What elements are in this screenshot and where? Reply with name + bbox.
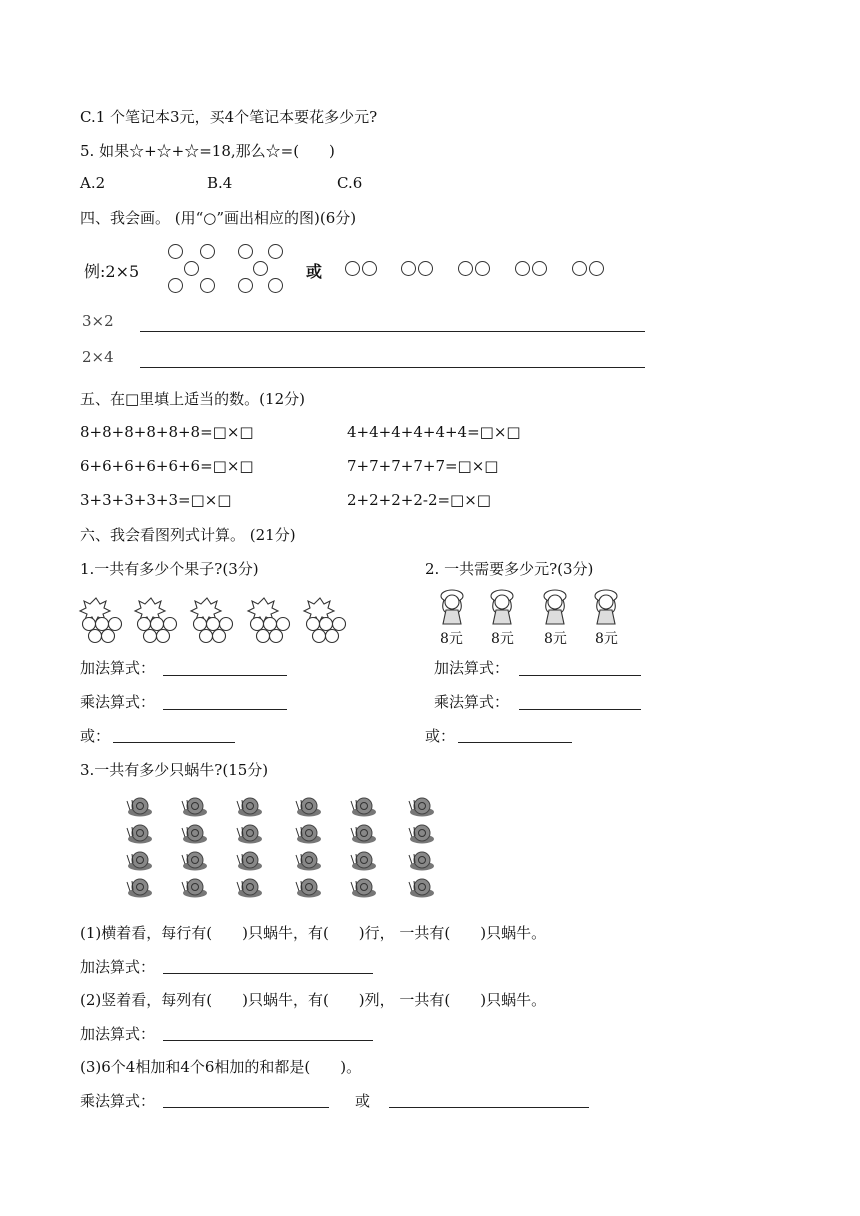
- fill-eq-left-2[interactable]: 6+6+6+6+6+6=□×□: [80, 457, 254, 475]
- p3-q2-add-label: 加法算式：: [80, 1025, 156, 1043]
- q5-option-a: A.2: [80, 174, 106, 192]
- p3-q3-or-blank[interactable]: [389, 1107, 589, 1108]
- problem-1-title: 1.一共有多少个果子?(3分): [80, 560, 259, 578]
- draw-row-3x2-label: 3×2: [82, 312, 114, 330]
- p2-add-blank[interactable]: [519, 675, 641, 676]
- p2-mul-label: 乘法算式：: [434, 693, 510, 711]
- example-or: 或: [306, 262, 323, 281]
- p2-or-label: 或：: [425, 727, 456, 745]
- price-label-4: 8元: [595, 631, 618, 647]
- p2-add-label: 加法算式：: [434, 659, 510, 677]
- fill-eq-right-2[interactable]: 7+7+7+7+7=□×□: [347, 457, 499, 475]
- p1-add-label: 加法算式：: [80, 659, 156, 677]
- p1-or-blank[interactable]: [113, 742, 235, 743]
- p3-q3-mul-blank[interactable]: [163, 1107, 329, 1108]
- p3-question-3[interactable]: (3)6个4相加和4个6相加的和都是( )。: [80, 1058, 362, 1076]
- p2-or-blank[interactable]: [458, 742, 572, 743]
- fruit-cluster-images: [78, 594, 358, 646]
- draw-row-3x2-line[interactable]: [140, 331, 645, 332]
- question-5: 5. 如果☆+☆+☆=18,那么☆=( ): [80, 142, 335, 160]
- price-label-2: 8元: [491, 631, 514, 647]
- p3-question-1[interactable]: (1)横着看，每行有( )只蜗牛，有( )行， 一共有( )只蜗牛。: [80, 924, 547, 942]
- p3-q2-add-blank[interactable]: [163, 1040, 373, 1041]
- p3-q3-mul-label: 乘法算式：: [80, 1092, 156, 1110]
- example-label: 例:2×5: [84, 262, 140, 281]
- p3-q3-or: 或: [355, 1092, 371, 1110]
- q5-option-c: C.6: [337, 174, 363, 192]
- p3-q1-add-label: 加法算式：: [80, 958, 156, 976]
- p3-question-2[interactable]: (2)竖着看，每列有( )只蜗牛，有( )列， 一共有( )只蜗牛。: [80, 991, 547, 1009]
- fill-eq-left-1[interactable]: 8+8+8+8+8+8=□×□: [80, 423, 254, 441]
- fill-eq-right-3[interactable]: 2+2+2+2-2=□×□: [347, 491, 491, 509]
- p1-add-blank[interactable]: [163, 675, 287, 676]
- girl-images: [436, 588, 626, 628]
- price-label-1: 8元: [440, 631, 463, 647]
- draw-row-2x4-label: 2×4: [82, 348, 114, 366]
- problem-3-title: 3.一共有多少只蜗牛?(15分): [80, 761, 269, 779]
- draw-row-2x4-line[interactable]: [140, 367, 645, 368]
- section-5-title: 五、在□里填上适当的数。(12分): [80, 390, 305, 408]
- p3-q1-add-blank[interactable]: [163, 973, 373, 974]
- fill-eq-left-3[interactable]: 3+3+3+3+3=□×□: [80, 491, 232, 509]
- section-6-title: 六、我会看图列式计算。 (21分): [80, 526, 296, 544]
- p1-or-label: 或：: [80, 727, 111, 745]
- q5-option-b: B.4: [207, 174, 233, 192]
- problem-2-title: 2. 一共需要多少元?(3分): [425, 560, 594, 578]
- section-4-title: 四、我会画。 (用“○”画出相应的图)(6分): [80, 209, 357, 227]
- question-c1: C.1 个笔记本3元，买4个笔记本要花多少元?: [80, 108, 378, 126]
- price-label-3: 8元: [544, 631, 567, 647]
- p1-mul-label: 乘法算式：: [80, 693, 156, 711]
- fill-eq-right-1[interactable]: 4+4+4+4+4+4=□×□: [347, 423, 521, 441]
- snail-images: [122, 794, 442, 906]
- p2-mul-blank[interactable]: [519, 709, 641, 710]
- p1-mul-blank[interactable]: [163, 709, 287, 710]
